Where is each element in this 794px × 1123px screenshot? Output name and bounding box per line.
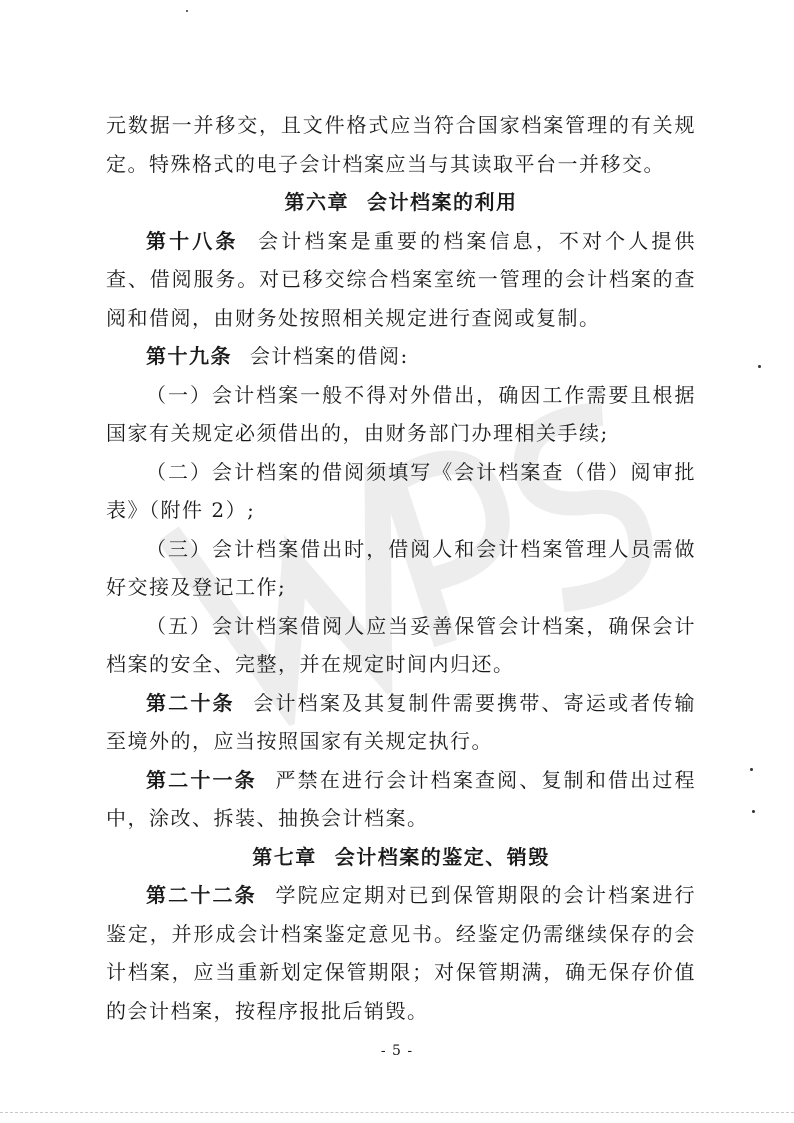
document-body [106, 106, 696, 1030]
article-22 [106, 876, 696, 1030]
article-21 [106, 761, 696, 838]
chapter-title: 会计档案的利用 [367, 190, 518, 214]
chapter-number: 第七章 [252, 844, 317, 869]
scan-speck [752, 810, 755, 813]
chapter-seven-heading [106, 838, 696, 877]
list-item-1: （一）会计档案一般不得对外借出，确因工作需要且根据国家有关规定必须借出的，由财务部门办理相关手续; [106, 382, 696, 445]
chapter-number: 第六章 [284, 190, 349, 214]
article-label: 第二十条 [146, 690, 235, 715]
chapter-six-heading [106, 183, 696, 222]
article-text: 会计档案的借阅: [250, 344, 409, 368]
article-label: 第十九条 [146, 344, 232, 368]
list-item-2: （二）会计档案的借阅须填写《会计档案查（借）阅审批表》（附件 2）; [106, 459, 696, 522]
chapter-title: 会计档案的鉴定、销毁 [334, 844, 550, 869]
article-text: 学院应定期对已到保管期限的会计档案进行鉴定，并形成会计档案鉴定意见书。经鉴定仍需继续保存的会计档案，应当重新划定保管期限；对保管期满，确无保存价值的会计档案，按程序报批后销毁。 [106, 883, 697, 1023]
paragraph-continuation: 元数据一并移交，且文件格式应当符合国家档案管理的有关规定。特殊格式的电子会计档案应当与其读取平台一并移交。 [106, 113, 696, 176]
article-text: 严禁在进行会计档案查阅、复制和借出过程中，涂改、拆装、抽换会计档案。 [106, 767, 697, 830]
article-label: 第二十一条 [146, 767, 257, 792]
page-number: - 5 - [380, 1043, 414, 1059]
list-item-3: （三）会计档案借出时，借阅人和会计档案管理人员需做好交接及登记工作; [106, 536, 696, 599]
article-label: 第二十二条 [146, 883, 257, 907]
article-label: 第十八条 [146, 228, 239, 253]
scan-speck [758, 365, 761, 368]
article-text: 会计档案是重要的档案信息，不对个人提供查、借阅服务。对已移交综合档案室统一管理的会计档案的查阅和借阅，由财务处按照相关规定进行查阅或复制。 [106, 228, 697, 330]
article-19 [106, 337, 696, 376]
scan-speck [186, 10, 188, 12]
article-18 [106, 222, 696, 338]
scan-speck [750, 768, 753, 771]
list-item-5: （五）会计档案借阅人应当妥善保管会计档案，确保会计档案的安全、完整，并在规定时间内归还。 [106, 613, 696, 676]
article-20 [106, 684, 696, 761]
article-text: 会计档案及其复制件需要携带、寄运或者传输至境外的，应当按照国家有关规定执行。 [106, 690, 697, 753]
scan-edge-line [0, 1112, 794, 1113]
